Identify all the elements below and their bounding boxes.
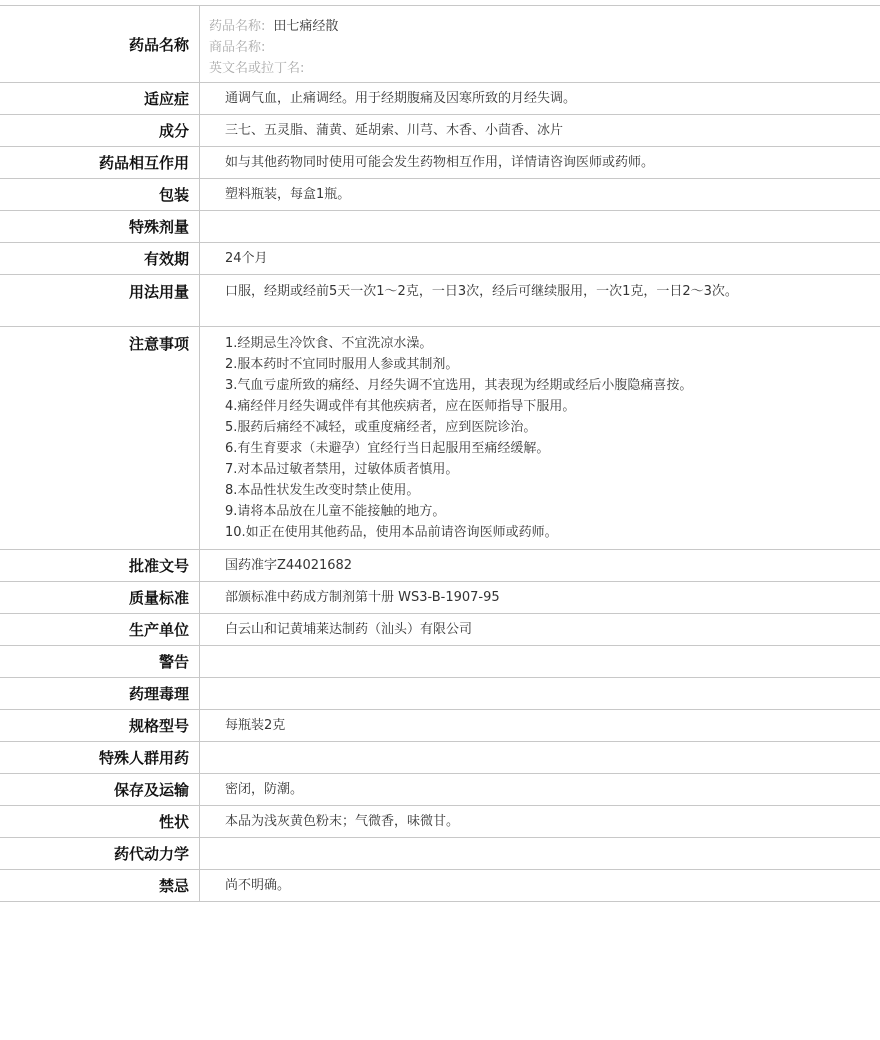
label-ingredients: 成分	[0, 115, 200, 147]
label-usage: 用法用量	[0, 275, 200, 327]
usage-text: 口服，经期或经前5天一次1～2克，一日3次，经后可继续服用，一次1克，一日2～3次。	[225, 284, 738, 299]
row-validity	[0, 243, 880, 275]
label-pharmacology: 药理毒理	[0, 678, 200, 710]
value-approval: 国药准字Z44021682	[225, 558, 353, 573]
value-usage	[200, 275, 880, 327]
drug-spec-table	[0, 5, 880, 902]
label-standard: 质量标准	[0, 582, 200, 614]
value-precautions	[200, 327, 880, 550]
generic-name-value: 田七痛经散	[273, 19, 339, 34]
label-storage: 保存及运输	[0, 774, 200, 806]
value-packaging: 塑料瓶装，每盒1瓶。	[225, 187, 351, 202]
precaution-item: 9.请将本品放在儿童不能接触的地方。	[225, 504, 446, 519]
drug-name-block	[200, 6, 880, 83]
label-packaging: 包装	[0, 179, 200, 211]
row-indications	[0, 83, 880, 115]
label-pharmacokinetics: 药代动力学	[0, 838, 200, 870]
precaution-item: 6.有生育要求（未避孕）宜经行当日起服用至痛经缓解。	[225, 441, 550, 456]
precaution-item: 4.痛经伴月经失调或伴有其他疾病者，应在医师指导下服用。	[225, 399, 576, 414]
precaution-item: 7.对本品过敏者禁用，过敏体质者慎用。	[225, 462, 459, 477]
label-precautions: 注意事项	[0, 327, 200, 550]
value-ingredients: 三七、五灵脂、蒲黄、延胡索、川芎、木香、小茴香、冰片	[225, 123, 564, 138]
label-warning: 警告	[0, 646, 200, 678]
row-specification	[0, 710, 880, 742]
value-specification: 每瓶装2克	[225, 718, 286, 733]
trade-name-line	[209, 37, 880, 58]
row-packaging	[0, 179, 880, 211]
row-contraindications	[0, 870, 880, 902]
precaution-item: 10.如正在使用其他药品，使用本品前请咨询医师或药师。	[225, 525, 558, 540]
label-contraindications: 禁忌	[0, 870, 200, 902]
value-standard: 部颁标准中药成方制剂第十册 WS3-B-1907-95	[225, 590, 500, 605]
value-indications: 通调气血，止痛调经。用于经期腹痛及因寒所致的月经失调。	[225, 91, 577, 106]
row-drug-name	[0, 6, 880, 83]
precaution-item: 5.服药后痛经不减轻，或重度痛经者，应到医院诊治。	[225, 420, 537, 435]
label-special-dosage: 特殊剂量	[0, 211, 200, 243]
generic-name-key: 药品名称:	[209, 19, 266, 34]
value-contraindications: 尚不明确。	[225, 878, 291, 893]
row-ingredients	[0, 115, 880, 147]
row-manufacturer	[0, 614, 880, 646]
label-indications: 适应症	[0, 83, 200, 115]
row-description	[0, 806, 880, 838]
label-interactions: 药品相互作用	[0, 147, 200, 179]
row-usage	[0, 275, 880, 327]
row-warning	[0, 646, 880, 678]
precaution-item: 2.服本药时不宜同时服用人参或其制剂。	[225, 357, 459, 372]
trade-name-key: 商品名称:	[209, 40, 266, 55]
value-special-population	[200, 742, 880, 774]
label-approval: 批准文号	[0, 550, 200, 582]
label-manufacturer: 生产单位	[0, 614, 200, 646]
row-storage	[0, 774, 880, 806]
row-pharmacology	[0, 678, 880, 710]
value-validity: 24个月	[225, 251, 268, 266]
row-standard	[0, 582, 880, 614]
row-approval	[0, 550, 880, 582]
row-precautions	[0, 327, 880, 550]
english-name-key: 英文名或拉丁名:	[209, 61, 305, 76]
row-special-dosage	[0, 211, 880, 243]
precaution-item: 8.本品性状发生改变时禁止使用。	[225, 483, 420, 498]
label-special-population: 特殊人群用药	[0, 742, 200, 774]
value-warning	[200, 646, 880, 678]
label-description: 性状	[0, 806, 200, 838]
row-pharmacokinetics	[0, 838, 880, 870]
value-pharmacokinetics	[200, 838, 880, 870]
label-validity: 有效期	[0, 243, 200, 275]
label-drug-name: 药品名称	[0, 6, 200, 83]
precaution-item: 3.气血亏虚所致的痛经、月经失调不宜选用，其表现为经期或经后小腹隐痛喜按。	[225, 378, 693, 393]
value-manufacturer: 白云山和记黄埔莱达制药（汕头）有限公司	[225, 622, 473, 637]
row-interactions	[0, 147, 880, 179]
precaution-item: 1.经期忌生冷饮食、不宜洗凉水澡。	[225, 336, 433, 351]
english-name-line	[209, 58, 880, 79]
generic-name-line	[209, 16, 880, 37]
value-description: 本品为浅灰黄色粉末；气微香，味微甘。	[225, 814, 460, 829]
value-special-dosage	[200, 211, 880, 243]
value-interactions: 如与其他药物同时使用可能会发生药物相互作用，详情请咨询医师或药师。	[225, 155, 655, 170]
value-storage: 密闭，防潮。	[225, 782, 304, 797]
value-pharmacology	[200, 678, 880, 710]
row-special-population	[0, 742, 880, 774]
label-specification: 规格型号	[0, 710, 200, 742]
